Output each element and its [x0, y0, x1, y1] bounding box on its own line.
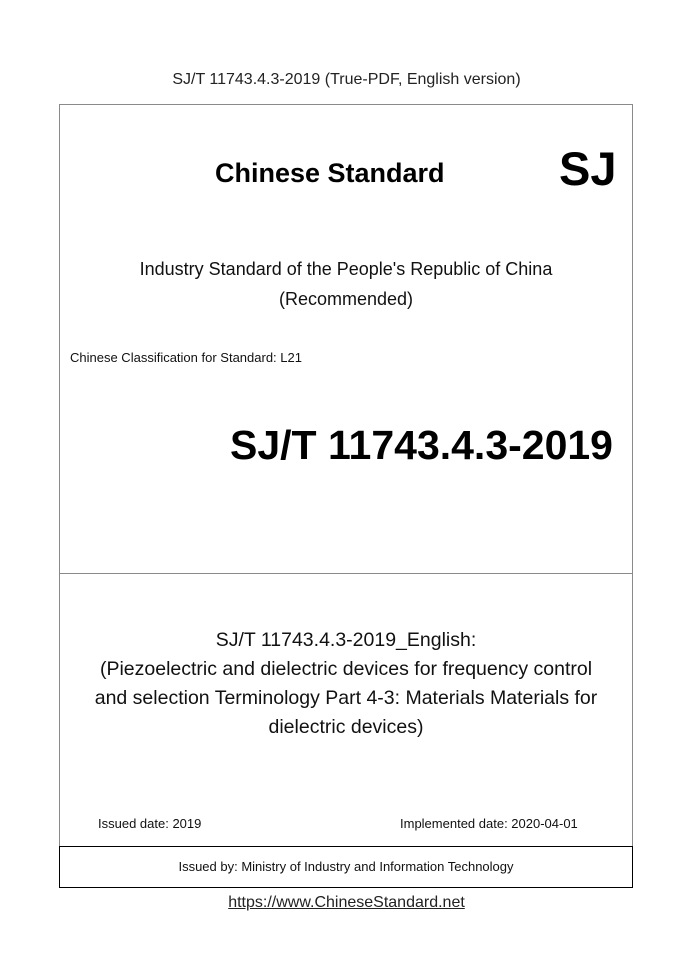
subtitle-line-1: Industry Standard of the People's Republic of China: [139, 259, 553, 279]
description-line-1: SJ/T 11743.4.3-2019_English:: [215, 629, 477, 651]
website-link[interactable]: https://www.ChineseStandard.net: [228, 894, 465, 911]
description-line-2: (Piezoelectric and dielectric devices for frequency control: [99, 658, 593, 680]
implemented-date: Implemented date: 2020-04-01: [400, 816, 578, 831]
cover-title: Chinese Standard: [215, 158, 445, 188]
standard-number: SJ/T 11743.4.3-2019: [230, 422, 613, 468]
sj-logo: SJ: [559, 142, 617, 195]
classification-label: Chinese Classification for Standard: L21: [70, 350, 302, 365]
description-line-4: dielectric devices): [268, 716, 424, 738]
issued-by: Issued by: Ministry of Industry and Information Technology: [178, 859, 514, 874]
issued-date: Issued date: 2019: [98, 816, 202, 831]
description-line-3: and selection Terminology Part 4-3: Materials Materials for: [94, 687, 598, 709]
subtitle-line-2: (Recommended): [278, 289, 414, 309]
document-header: SJ/T 11743.4.3-2019 (True-PDF, English version): [172, 71, 521, 88]
